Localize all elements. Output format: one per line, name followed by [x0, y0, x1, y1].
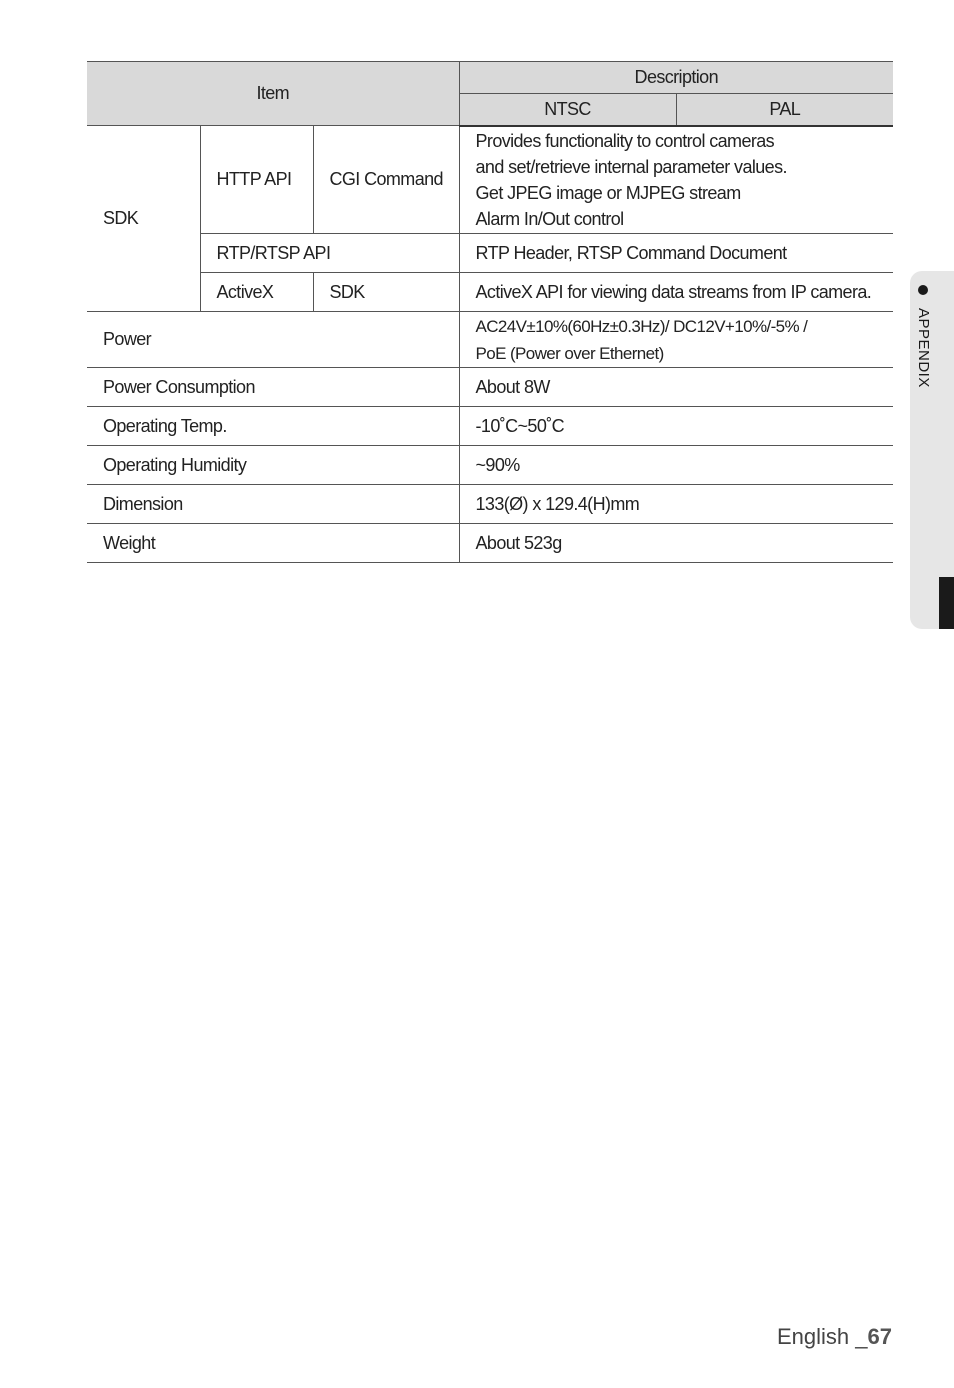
power-desc-line: AC24V±10%(60Hz±0.3Hz)/ DC12V+10%/-5% / [475, 316, 808, 336]
footer-language: English _ [777, 1324, 868, 1349]
sdk-label: SDK [87, 126, 200, 312]
http-desc-line: Alarm In/Out control [475, 208, 624, 229]
power-desc-line: PoE (Power over Ethernet) [475, 343, 664, 363]
header-item: Item [87, 62, 459, 126]
header-description: Description [459, 62, 893, 94]
http-desc-line: Provides functionality to control cameras [475, 130, 775, 151]
side-tab-marker [939, 577, 954, 629]
rtp-rtsp-api-cell: RTP/RTSP API [200, 234, 459, 273]
row-item-operating-humidity: Operating Humidity [87, 446, 459, 485]
row-desc-power [459, 312, 893, 368]
spec-table [87, 61, 893, 563]
row-desc-operating-temp: -10˚C~50˚C [459, 407, 893, 446]
row-item-dimension: Dimension [87, 485, 459, 524]
row-item-weight: Weight [87, 524, 459, 563]
activex-cell: ActiveX [200, 273, 313, 312]
row-desc-dimension: 133(Ø) x 129.4(H)mm [459, 485, 893, 524]
http-api-cell: HTTP API [200, 126, 313, 234]
page-number: 67 [867, 1324, 892, 1349]
http-desc-line: and set/retrieve internal parameter values. [475, 156, 787, 177]
activex-description: ActiveX API for viewing data streams from IP camera. [459, 273, 893, 312]
row-item-power: Power [87, 312, 459, 368]
bullet-dot-icon [918, 285, 928, 295]
page-footer [777, 1324, 892, 1350]
rtp-description: RTP Header, RTSP Command Document [459, 234, 893, 273]
activex-sdk-cell: SDK [313, 273, 459, 312]
row-desc-operating-humidity: ~90% [459, 446, 893, 485]
cgi-command-cell: CGI Command [313, 126, 459, 234]
http-desc-line: Get JPEG image or MJPEG stream [475, 182, 741, 203]
row-item-power-consumption: Power Consumption [87, 368, 459, 407]
header-pal: PAL [676, 94, 893, 126]
row-item-operating-temp: Operating Temp. [87, 407, 459, 446]
row-desc-power-consumption: About 8W [459, 368, 893, 407]
appendix-label: APPENDIX [915, 308, 932, 388]
http-api-description [459, 126, 893, 234]
row-desc-weight: About 523g [459, 524, 893, 563]
header-ntsc: NTSC [459, 94, 676, 126]
